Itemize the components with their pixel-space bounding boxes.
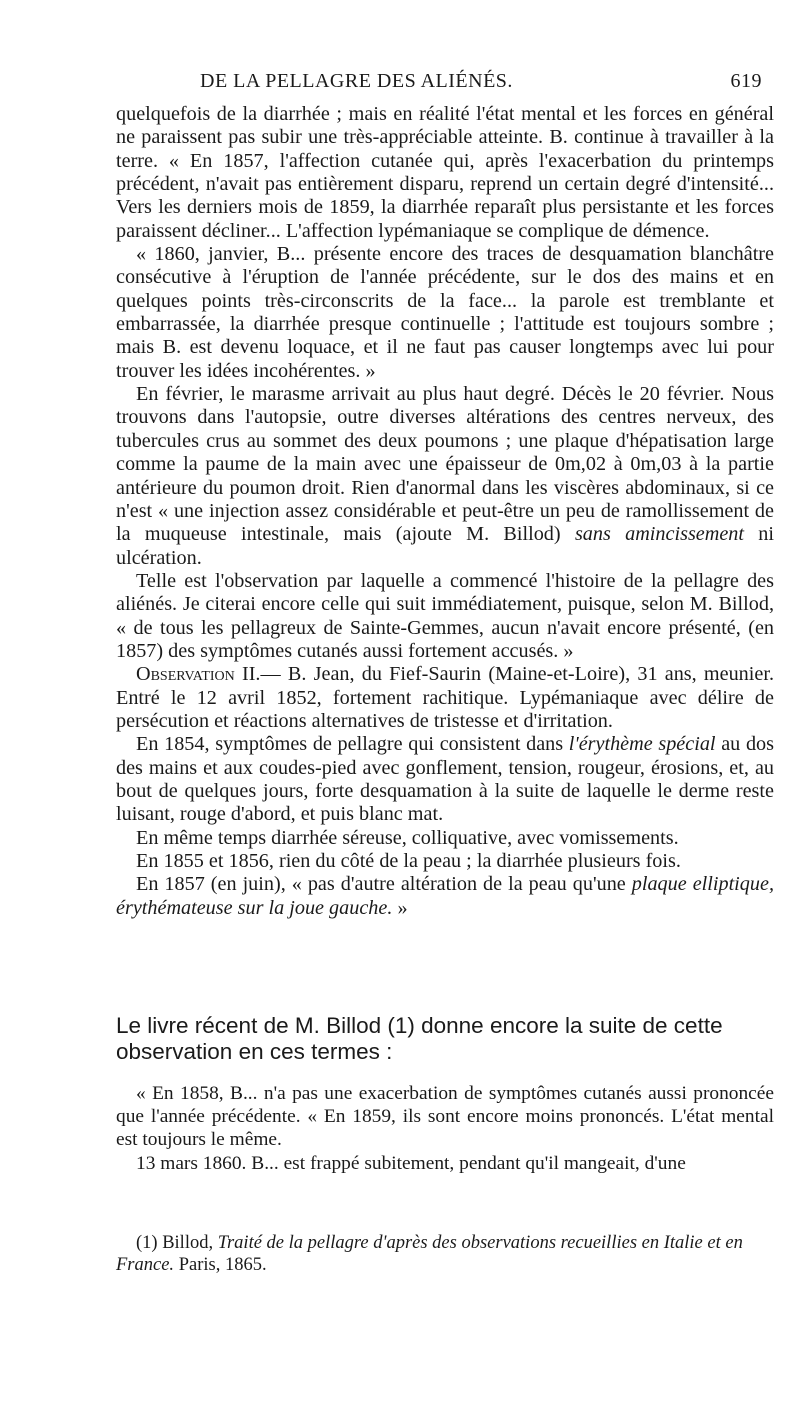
paragraph-3-emphasis: sans amincissement [574,523,744,546]
footnote-prefix: (1) Billod, [136,1233,218,1253]
paragraph-6 [116,733,774,826]
paragraph-5-text: — B. Jean, du Fief-Saurin (Maine-et-Loire), 31 ans, meunier. Entré le 12 avril 1852, fortement rachitique. Lypémaniaque avec délire de persécution et réactions alternatives de tristesse et d'irritation. [116,663,774,732]
paragraph-3 [116,383,774,570]
footnote [116,1232,774,1276]
paragraph-3-text-a: En février, le marasme arrivait au plus haut degré. Décès le 20 février. Nous trouvons dans l'autopsie, outre diverses altérations des centres nerveux, des tubercules crus au sommet des deux poumons ; une plaque d'hépatisation large comme la paume de la main avec une épaisseur de 0m,02 à 0m,03 à la partie antérieure du poumon droit. Rien d'anormal dans les viscères abdominaux, si ce n'est « une injection assez considérable et peut-être un peu de ramollissement de la muqueuse intestinale, mais (ajoute M. Billod) [116,383,774,546]
footnote-suffix: Paris, 1865. [174,1255,267,1276]
paragraph-6-emphasis: l'érythème spécial [568,733,716,756]
paragraph-7: En même temps diarrhée séreuse, colliquative, avec vomissements. [136,826,679,849]
paragraph-4: Telle est l'observation par laquelle a commencé l'histoire de la pellagre des aliénés. Je citerai encore celle qui suit immédiatement, puisque, selon M. Billod, « de tous les pellagreux de Sainte-Gemmes, aucun n'avait encore présenté, (en 1857) des symptômes cutanés aussi fortement accusés. » [116,569,774,662]
paragraph-9 [116,873,774,920]
paragraph-8: En 1855 et 1856, rien du côté de la peau ; la diarrhée plusieurs fois. [136,850,681,872]
quote-paragraph-1: « En 1858, B... n'a pas une exacerbation de symptômes cutanés aussi prononcée que l'année précédente. « En 1859, ils sont encore moins prononcés. L'état mental est toujours le même. [116,1083,774,1151]
intro-text [116,1013,774,1065]
paragraph-9-text-b: » [392,896,408,919]
main-text [116,103,774,920]
paragraph-9-text-a: En 1857 (en juin), « pas d'autre altération de la peau qu'une [136,873,632,896]
paragraph-3-text-b: ni ulcération. [116,523,775,569]
paragraph-5 [116,663,774,733]
observation-label: Observation II. [136,663,261,686]
quoted-observation [116,1082,774,1175]
paragraph-6-text-a: En 1854, symptômes de pellagre qui consistent dans [136,733,569,756]
page-number: 619 [730,70,762,92]
intro-paragraph: Le livre récent de M. Billod (1) donne encore la suite de cette observation en ces termes : [116,1013,723,1064]
footnote-title: Traité de la pellagre d'après des observations recueillies en Italie et en France. [116,1233,743,1276]
paragraph-1: quelquefois de la diarrhée ; mais en réalité l'état mental et les forces en général ne paraissent pas subir une très-appréciable atteinte. B. continue à travailler à la terre. « En 1857, l'affection cutanée qui, après l'exacerbation du printemps précédent, n'avait pas entièrement disparu, reprend un certain degré d'intensité... Vers les derniers mois de 1859, la diarrhée reparaît plus persistante et les forces paraissent décliner... L'affection lypémaniaque se complique de démence. [116,103,774,242]
footnote-paragraph [116,1232,774,1276]
paragraph-6-text-b: au dos des mains et aux coudes-pied avec gonflement, tension, rougeur, érosions, et, au bout de quelques jours, forte desquamation à la suite de laquelle le derme reste luisant, rouge d'abord, et puis blanc mat. [116,733,774,826]
paragraph-2: « 1860, janvier, B... présente encore des traces de desquamation blanchâtre consécutive à l'éruption de l'année précédente, sur le dos des mains et en quelques points très-circonscrits de la face... la parole est tremblante et embarrassée, la diarrhée presque continuelle ; l'attitude est toujours sombre ; mais B. est devenu loquace, et il ne faut pas causer longtemps avec lui pour trouver les idées incohérentes. » [116,243,774,382]
page-header [120,70,770,100]
running-title: DE LA PELLAGRE DES ALIÉNÉS. [200,70,513,92]
paragraph-9-emphasis: plaque elliptique, érythémateuse sur la joue gauche. [116,873,774,919]
quote-paragraph-2: 13 mars 1860. B... est frappé subitement, pendant qu'il mangeait, d'une [136,1152,686,1174]
